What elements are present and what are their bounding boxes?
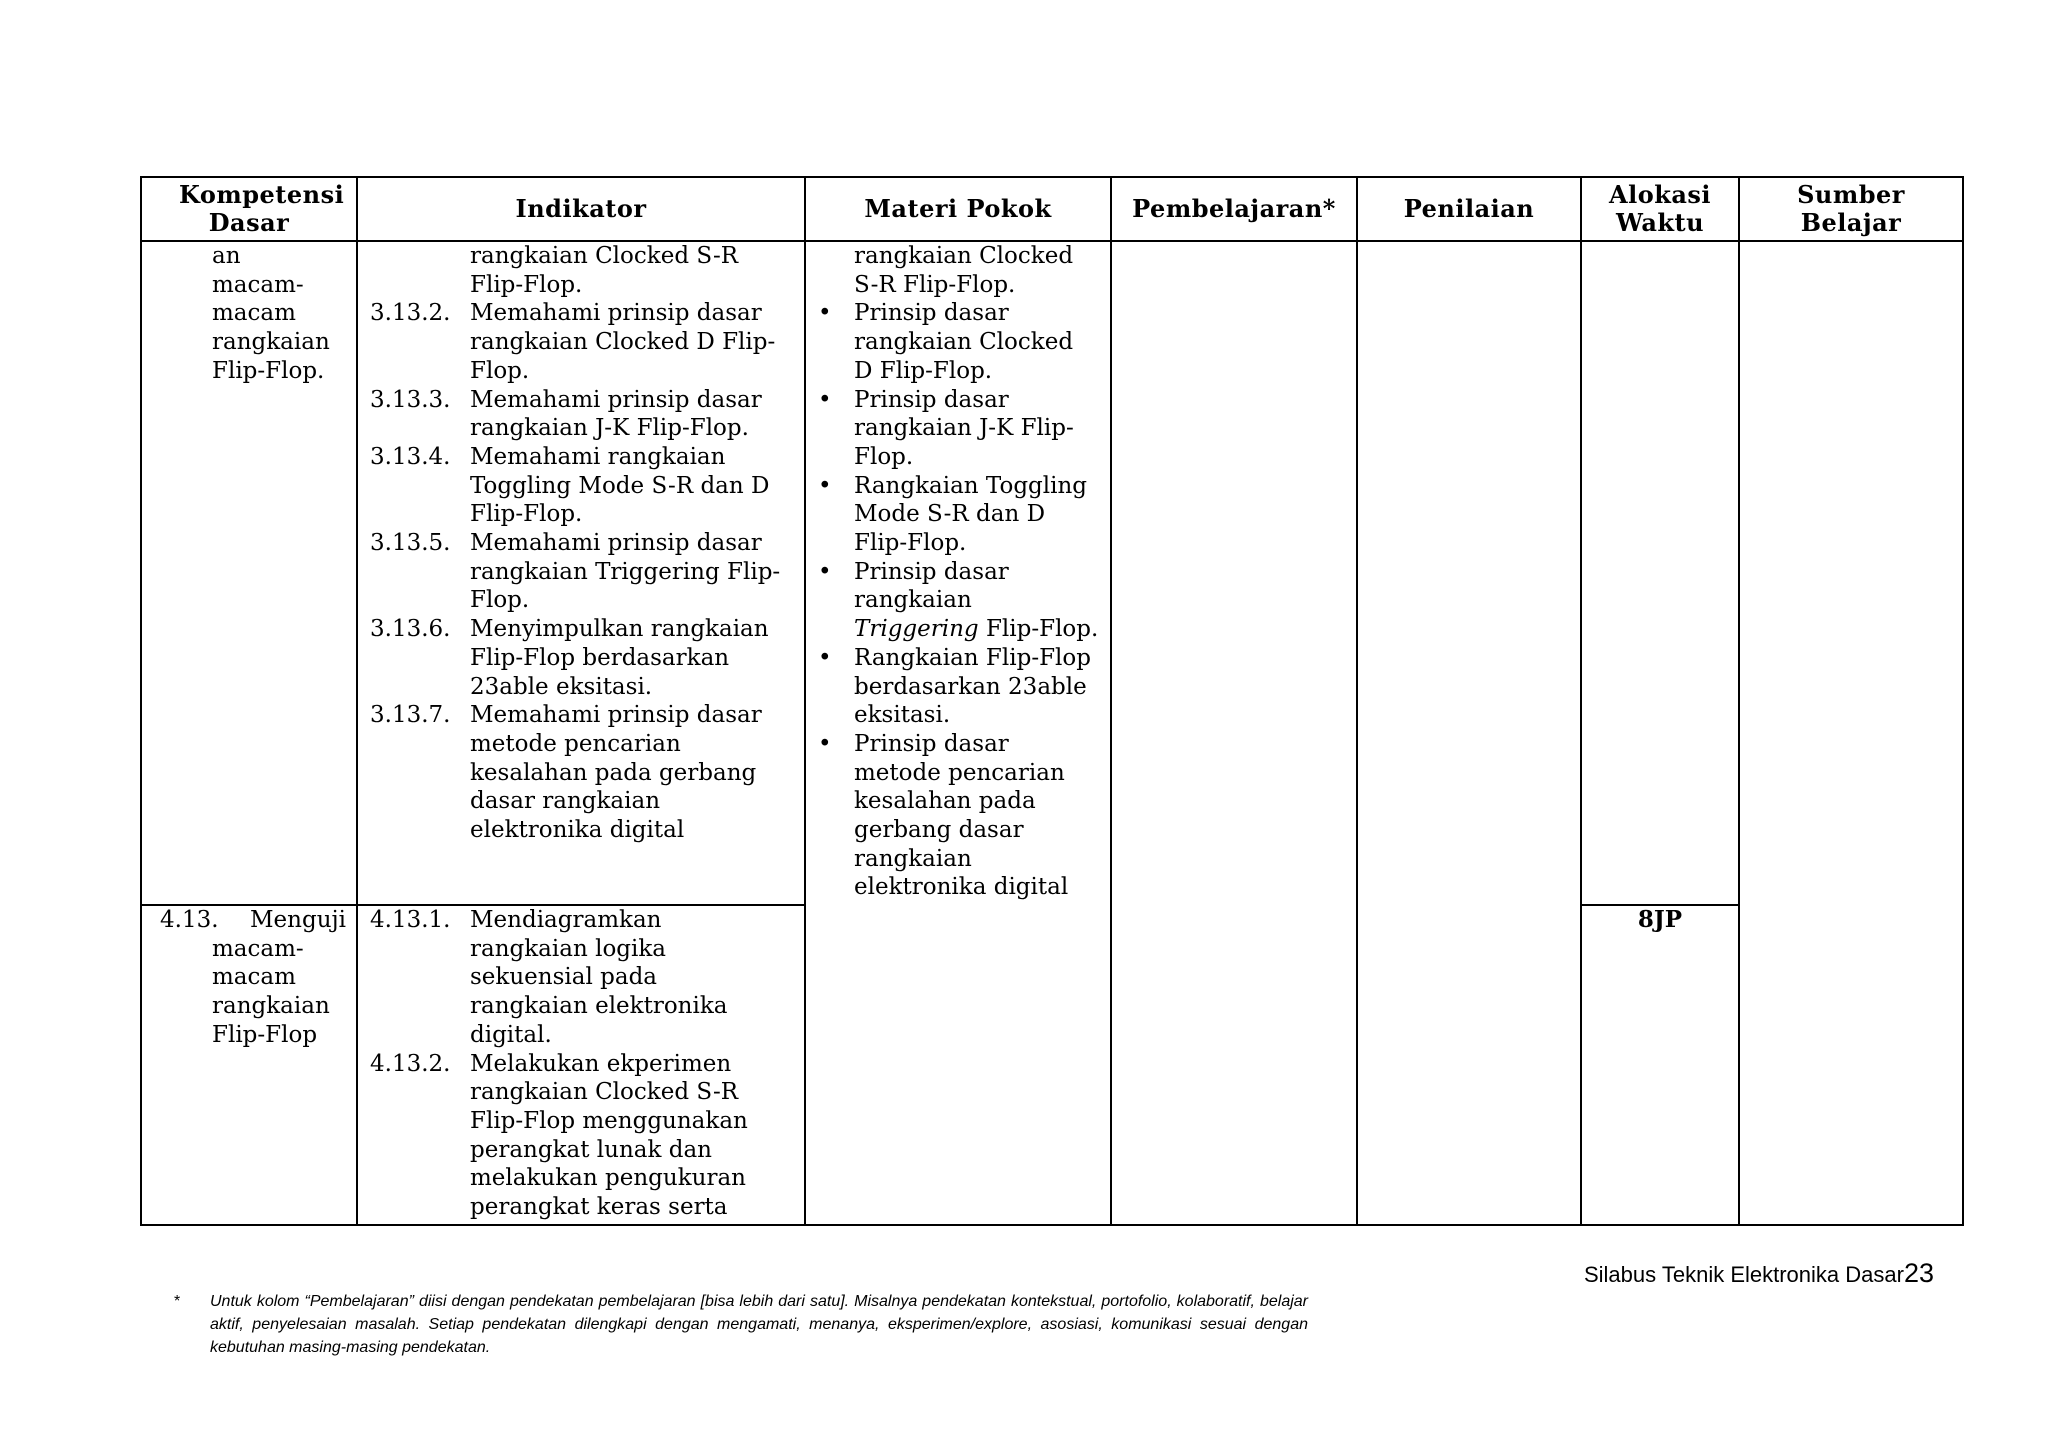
header-indikator: Indikator — [357, 177, 805, 241]
pembelajaran-cell — [1111, 241, 1357, 1225]
kd-line: Flip-Flop — [212, 1021, 318, 1048]
indikator-cell-row1 — [357, 241, 805, 905]
materi-line: metode pencarian — [854, 759, 1065, 786]
materi-line: rangkaian — [854, 845, 972, 872]
indikator-item — [358, 443, 804, 529]
materi-line: Prinsip dasar — [854, 558, 1009, 585]
materi-item — [818, 299, 1104, 385]
kd-line: macam- — [212, 271, 304, 298]
indikator-line: rangkaian Clocked S-R — [470, 1079, 739, 1106]
bullet-icon: • — [818, 730, 832, 757]
indikator-number: 3.13.6. — [370, 616, 451, 643]
indikator-line: rangkaian elektronika — [470, 993, 728, 1020]
table-row — [141, 241, 1963, 905]
kd-item — [142, 906, 356, 935]
bullet-icon: • — [818, 472, 832, 499]
indikator-number: 3.13.7. — [370, 702, 451, 729]
kd-line: rangkaian — [212, 329, 330, 356]
penilaian-cell — [1357, 241, 1581, 1225]
materi-line: elektronika digital — [854, 874, 1069, 901]
bullet-icon: • — [818, 644, 832, 671]
indikator-number: 3.13.4. — [370, 443, 451, 470]
footnote-marker: * — [174, 1293, 181, 1310]
header-kompetensi-dasar: Kompetensi Dasar — [141, 177, 357, 241]
indikator-item — [358, 906, 804, 1050]
footnote — [174, 1290, 1308, 1359]
indikator-line: Memahami prinsip dasar — [470, 300, 762, 327]
indikator-line: Flop. — [470, 587, 530, 614]
table-header-row — [141, 177, 1963, 241]
kd-cell-row2 — [141, 905, 357, 1225]
indikator-line: metode pencarian — [470, 730, 681, 757]
sumber-belajar-cell — [1739, 241, 1963, 1225]
materi-line: Flip-Flop. — [854, 530, 967, 557]
indikator-line: melakukan pengukuran — [470, 1165, 746, 1192]
indikator-line: Mendiagramkan — [470, 907, 662, 933]
materi-item — [818, 386, 1104, 472]
indikator-line: 23able eksitasi. — [470, 673, 653, 700]
materi-line: berdasarkan 23able — [854, 673, 1087, 700]
bullet-icon: • — [818, 558, 832, 585]
footer-title-text: Silabus Teknik Elektronika Dasar — [1583, 1262, 1904, 1287]
materi-line — [854, 615, 1098, 644]
materi-line: rangkaian Clocked — [854, 243, 1074, 269]
materi-line: gerbang dasar — [854, 817, 1024, 844]
indikator-item — [358, 1050, 804, 1222]
materi-line: Prinsip dasar — [854, 300, 1009, 327]
indikator-line: Memahami prinsip dasar — [470, 530, 762, 557]
materi-line: kesalahan pada — [854, 788, 1036, 815]
materi-item — [818, 730, 1104, 902]
indikator-line: rangkaian logika — [470, 935, 667, 962]
indikator-line: kesalahan pada gerbang — [470, 759, 757, 786]
materi-line: rangkaian J-K Flip- — [854, 415, 1074, 442]
materi-pokok-cell — [805, 241, 1111, 1225]
indikator-number: 3.13.3. — [370, 386, 451, 413]
kd-line: an — [212, 243, 241, 269]
indikator-item — [358, 299, 804, 385]
indikator-line: Memahami prinsip dasar — [470, 386, 762, 413]
materi-line: Flop. — [854, 443, 914, 470]
indikator-line: sekuensial pada — [470, 964, 657, 991]
page-number: 23 — [1903, 1258, 1934, 1288]
alokasi-cell-row1 — [1581, 241, 1739, 905]
kd-line: macam — [212, 964, 296, 991]
materi-item — [818, 644, 1104, 730]
materi-item — [818, 558, 1104, 644]
italic-term: Triggering — [854, 616, 979, 643]
indikator-line: digital. — [470, 1021, 552, 1048]
indikator-number: 4.13.1. — [370, 907, 451, 933]
kd-line: rangkaian — [212, 993, 330, 1020]
header-sumber-belajar: Sumber Belajar — [1739, 177, 1963, 241]
header-penilaian: Penilaian — [1357, 177, 1581, 241]
syllabus-table — [140, 176, 1964, 1226]
header-alokasi-waktu: Alokasi Waktu — [1581, 177, 1739, 241]
indikator-line: Flip-Flop. — [470, 501, 583, 528]
indikator-line: Flop. — [470, 357, 530, 384]
indikator-line: rangkaian Clocked S-R — [470, 243, 739, 269]
footer-title — [1584, 1258, 1934, 1289]
indikator-number: 3.13.5. — [370, 530, 451, 557]
materi-text: Flip-Flop. — [978, 616, 1099, 643]
materi-line: rangkaian — [854, 587, 972, 614]
materi-line: Rangkaian Flip-Flop — [854, 644, 1091, 671]
footnote-text: Untuk kolom “Pembelajaran” diisi dengan pendekatan pembelajaran [bisa lebih dari satu]. Misalnya pendekatan kontekstual, portofolio, kolaboratif, belajar aktif, penyelesaian masalah. Setiap pendekatan dilengkapi dengan mengamati, menanya, eksperimen/explore, asosiasi, komunikasi sesuai dengan kebutuhan masing-masing pendekatan. — [210, 1293, 1308, 1356]
bullet-icon: • — [818, 300, 832, 327]
indikator-number: 3.13.2. — [370, 300, 451, 327]
materi-line: eksitasi. — [854, 702, 951, 729]
indikator-line: dasar rangkaian — [470, 788, 661, 815]
materi-line: Mode S-R dan D — [854, 501, 1046, 528]
materi-line: rangkaian Clocked — [854, 329, 1074, 356]
kd-line: Menguji — [250, 907, 346, 933]
indikator-item — [358, 386, 804, 443]
bullet-icon: • — [818, 386, 832, 413]
materi-line: Rangkaian Toggling — [854, 472, 1088, 499]
indikator-item — [358, 615, 804, 701]
materi-item — [818, 472, 1104, 558]
materi-line: Prinsip dasar — [854, 730, 1009, 757]
materi-line: D Flip-Flop. — [854, 357, 993, 384]
indikator-line: Menyimpulkan rangkaian — [470, 616, 769, 643]
kd-line: macam- — [212, 935, 304, 962]
indikator-item — [358, 701, 804, 845]
indikator-line: Flip-Flop berdasarkan — [470, 644, 730, 671]
materi-line: S-R Flip-Flop. — [854, 271, 1016, 298]
indikator-line: Toggling Mode S-R dan D — [470, 472, 770, 499]
kd-number: 4.13. — [160, 907, 219, 933]
indikator-line: elektronika digital — [470, 817, 685, 844]
indikator-line: Memahami prinsip dasar — [470, 702, 762, 729]
materi-line: Prinsip dasar — [854, 386, 1009, 413]
indikator-cell-row2 — [357, 905, 805, 1225]
indikator-line: Memahami rangkaian — [470, 443, 726, 470]
indikator-line: Flip-Flop. — [470, 271, 583, 298]
indikator-line: rangkaian Triggering Flip- — [470, 558, 781, 585]
kd-line: macam — [212, 300, 296, 327]
indikator-line: Flip-Flop menggunakan — [470, 1107, 748, 1134]
alokasi-cell-row2: 8JP — [1581, 905, 1739, 1225]
kd-cell-row1 — [141, 241, 357, 905]
indikator-line: perangkat keras serta — [470, 1194, 728, 1221]
header-materi-pokok: Materi Pokok — [805, 177, 1111, 241]
header-pembelajaran: Pembelajaran* — [1111, 177, 1357, 241]
indikator-line: Melakukan ekperimen — [470, 1050, 732, 1077]
indikator-line: rangkaian Clocked D Flip- — [470, 329, 776, 356]
indikator-line: rangkaian J-K Flip-Flop. — [470, 415, 749, 442]
kd-line: Flip-Flop. — [212, 357, 325, 384]
indikator-item — [358, 529, 804, 615]
indikator-line: perangkat lunak dan — [470, 1136, 712, 1163]
indikator-number: 4.13.2. — [370, 1050, 451, 1077]
